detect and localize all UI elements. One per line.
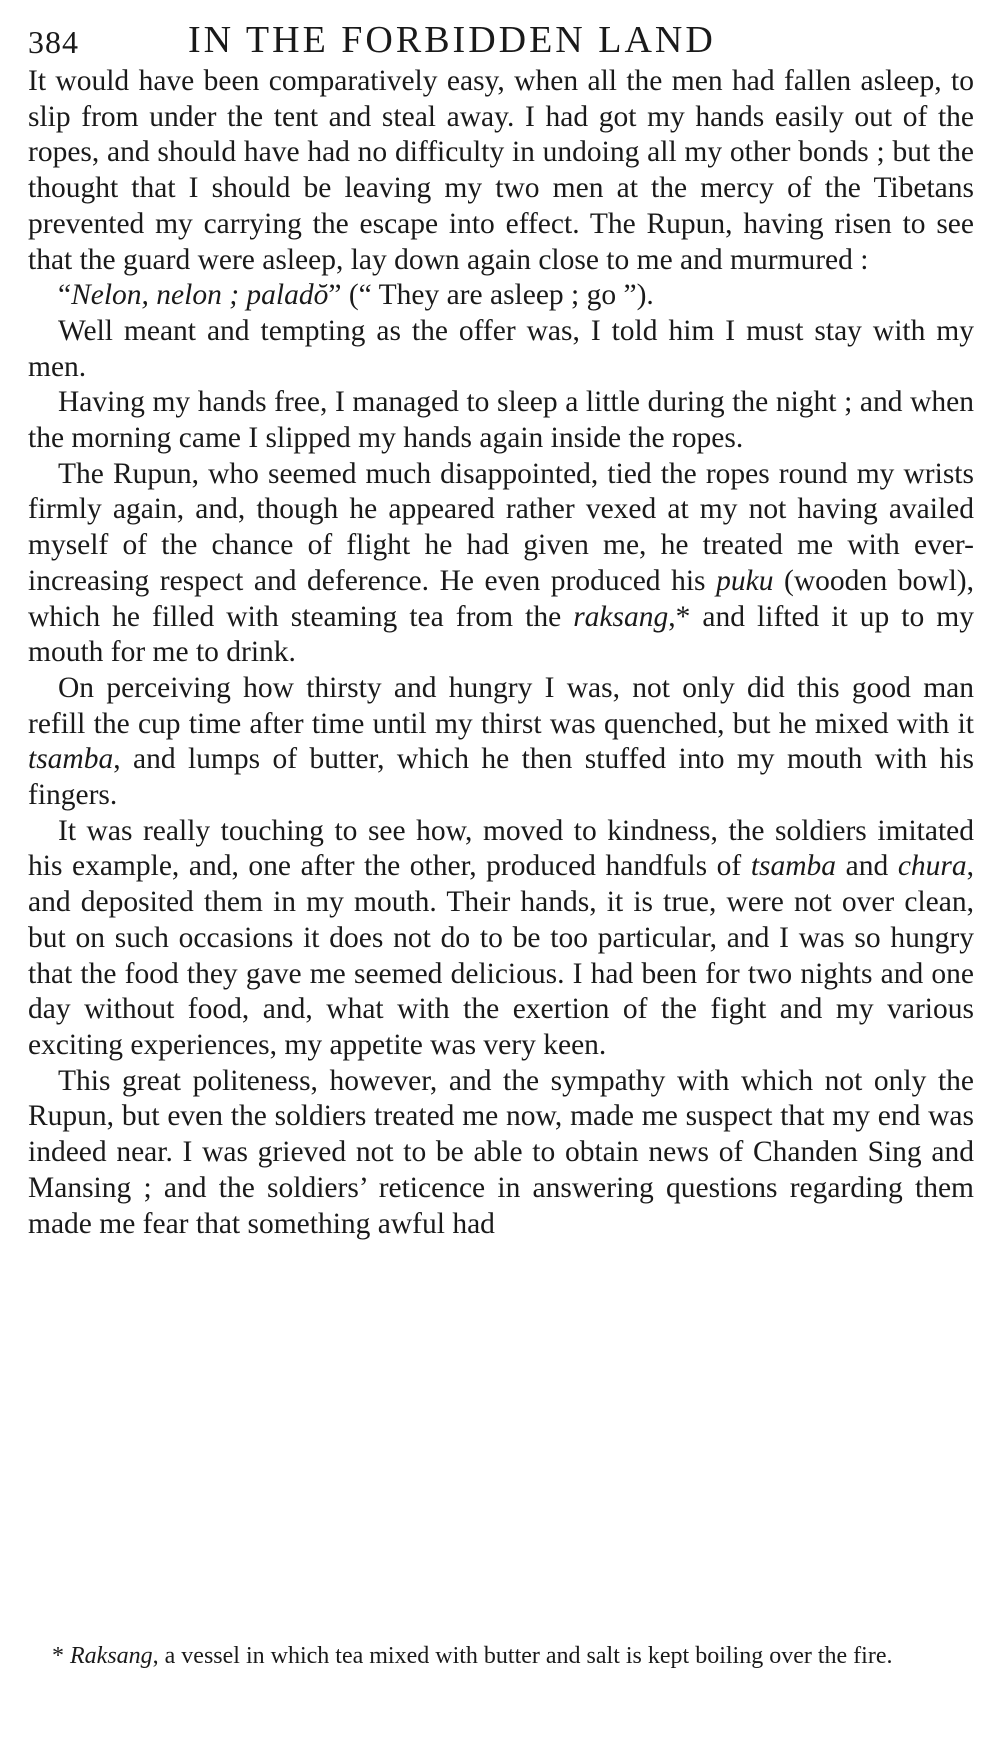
paragraph	[28, 64, 974, 278]
italic-text: tsamba	[750, 850, 837, 883]
running-title: IN THE FORBIDDEN LAND	[188, 19, 716, 61]
paragraph	[28, 278, 974, 314]
footnote	[28, 1641, 974, 1671]
paragraph	[28, 314, 974, 385]
page-number: 384	[28, 24, 79, 60]
italic-text: tsamba	[28, 743, 114, 776]
text-run: “	[58, 279, 72, 312]
italic-text: Nelon, nelon ; paladŏ	[71, 279, 329, 312]
text-run: , and lumps of butter, which he then stuffed into my mouth with his fingers.	[28, 743, 974, 812]
footnote-term: Raksang	[70, 1643, 153, 1669]
paragraph	[28, 1064, 974, 1243]
italic-text: chura	[897, 850, 967, 883]
text-run: It would have been comparatively easy, when all the men had fallen asleep, to slip from under the tent and steal away. I had got my hands easily out of the ropes, and should have had no difficulty in undoing all my other bonds ; but the thought that I should be leaving my two men at the mercy of the Tibetans prevented my carrying the escape into effect. The Rupun, having risen to see that the guard were asleep, lay down again close to me and murmured :	[28, 65, 974, 276]
footnote-text: , a vessel in which tea mixed with butter and salt is kept boiling over the fire.	[152, 1643, 893, 1669]
text-run: Well meant and tempting as the offer was, I told him I must stay with my men.	[28, 314, 974, 383]
footnote-marker: *	[52, 1643, 70, 1669]
paragraph	[28, 457, 974, 671]
text-run: (wooden bowl), which he filled with steaming tea from the	[28, 564, 974, 633]
text-run: , and deposited them in my mouth. Their hands, it is true, were not over clean, but on such occasions it does not do to be too particular, and I was so hungry that the food they gave me seemed delicious. I had been for two nights and one day without food, and, what with the exertion of the fight and my various exciting experiences, my appetite was very keen.	[28, 850, 975, 1061]
body-text	[28, 64, 974, 1242]
text-run: It was really touching to see how, moved to kindness, the soldiers imitated his example, and, one after the other, produced handfuls of	[28, 814, 974, 883]
paragraph	[28, 671, 974, 814]
text-run: ,* and lifted it up to my mouth for me to drink.	[28, 600, 974, 669]
text-run: On perceiving how thirsty and hungry I was, not only did this good man refill the cup time after time until my thirst was quenched, but he mixed with it	[28, 671, 974, 740]
book-page	[28, 10, 974, 1242]
text-run: and	[836, 850, 898, 883]
paragraph	[28, 385, 974, 456]
paragraph	[28, 814, 974, 1064]
italic-text: raksang	[573, 600, 669, 633]
text-run: This great politeness, however, and the sympathy with which not only the Rupun, but even the soldiers treated me now, made me suspect that my end was indeed near. I was grieved not to be able to obtain news of Chanden Sing and Mansing ; and the soldiers’ reticence in answering questions regarding them made me fear that something awful had	[28, 1064, 974, 1240]
text-run: ” (“ They are asleep ; go ”).	[328, 279, 654, 312]
running-head	[28, 10, 974, 60]
text-run: The Rupun, who seemed much disappointed, tied the ropes round my wrists firmly again, and, though he appeared rather vexed at my not having availed myself of the chance of flight he had given me, he treated me with ever-increasing respect and deference. He even produced his	[28, 457, 974, 597]
text-run: Having my hands free, I managed to sleep a little during the night ; and when the morning came I slipped my hands again inside the ropes.	[28, 386, 974, 455]
italic-text: puku	[716, 564, 774, 597]
